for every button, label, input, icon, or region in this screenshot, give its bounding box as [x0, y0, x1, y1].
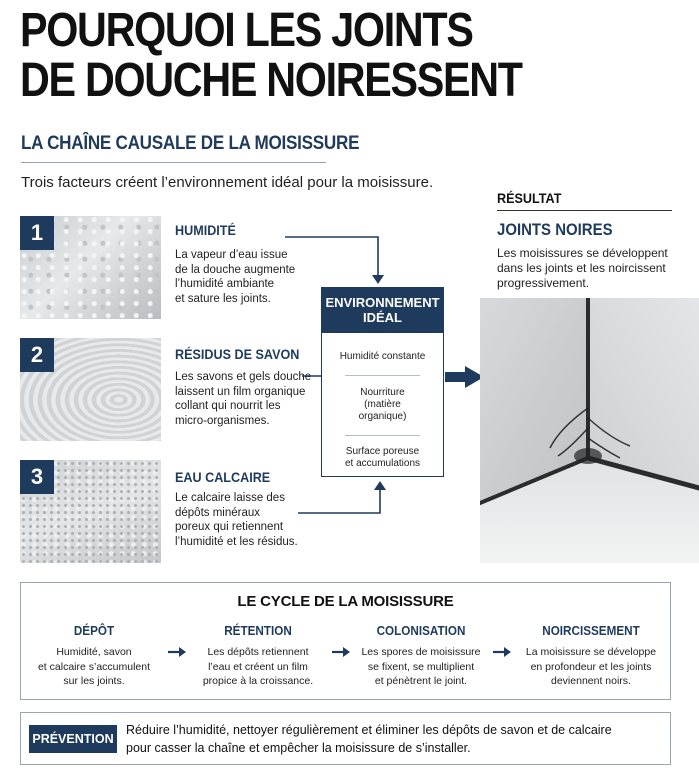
step-desc [516, 645, 666, 689]
prevention-badge: PRÉVENTION [29, 725, 117, 753]
step-title: RÉTENTION [224, 623, 292, 638]
desc-line: l’humidité et les résidus. [175, 535, 298, 548]
env-line: organique) [358, 411, 407, 422]
ideal-environment-title [322, 288, 443, 333]
section-subtitle: LA CHAÎNE CAUSALE DE LA MOISISSURE [21, 133, 360, 154]
env-title-line: ENVIRONNEMENT [325, 295, 440, 310]
step-line: et calcaire s’accumulent [37, 660, 151, 673]
step-title: COLONISATION [376, 623, 466, 638]
factor-number-3: 3 [20, 460, 54, 494]
page-title-line-2: DE DOUCHE NOIRESSENT [20, 54, 522, 107]
ideal-environment-box [321, 287, 444, 477]
factor-title-limescale: EAU CALCAIRE [175, 469, 271, 485]
env-title-line: IDÉAL [363, 310, 402, 325]
result-desc [497, 246, 668, 291]
cycle-step-blackening [516, 623, 666, 689]
desc-line: Le calcaire laisse des [175, 492, 285, 504]
prevention-box [20, 712, 671, 765]
step-line: La moisissure se développe [525, 646, 657, 658]
arrowhead-down [372, 275, 384, 284]
step-line: Les spores de moisissure [361, 646, 481, 658]
result-line: dans les joints et les noircissent [497, 261, 666, 275]
step-desc [19, 645, 169, 689]
step-line: se fixent, se multiplient [367, 660, 475, 673]
desc-line: Les savons et gels douche [175, 371, 312, 383]
step-line: Humidité, savon [56, 646, 132, 658]
prevention-line: Réduire l’humidité, nettoyer régulièrement et éliminer les dépôts de savon et de calcaire [126, 723, 612, 737]
cycle-step-retention [183, 623, 333, 689]
step-line: en profondeur et les joints [530, 660, 652, 673]
desc-line: et sature les joints. [175, 292, 271, 305]
prevention-line: pour casser la chaîne et empêcher la moisissure de s’installer. [126, 741, 471, 755]
env-divider [345, 435, 420, 436]
result-title: JOINTS NOIRES [497, 220, 613, 239]
cycle-step-colonisation [346, 623, 496, 689]
result-divider [497, 210, 672, 211]
env-item-humidity [322, 351, 443, 363]
result-label: RÉSULTAT [497, 190, 562, 206]
factor-number-1: 1 [20, 216, 54, 250]
env-line: Nourriture [360, 387, 405, 398]
desc-line: La vapeur d’eau issue [175, 249, 288, 261]
desc-line: de la douche augmente [175, 263, 296, 276]
arrowhead-up [374, 481, 386, 490]
intro-text: Trois facteurs créent l’environnement idéal pour la moisissure. [21, 174, 434, 191]
desc-line: laissent un film organique [175, 385, 306, 398]
page-title-line-1: POURQUOI LES JOINTS [20, 4, 473, 57]
desc-line: micro-organismes. [175, 414, 270, 427]
arrow-humidity-to-env [285, 237, 378, 277]
cycle-step-deposit [19, 623, 169, 689]
desc-line: l’humidité ambiante [175, 278, 275, 290]
desc-line: poreux qui retiennent [175, 521, 284, 533]
env-item-food [322, 387, 443, 423]
cycle-title: LE CYCLE DE LA MOISISSURE [237, 593, 454, 610]
step-desc [183, 645, 333, 689]
step-line: deviennent noirs. [551, 675, 631, 687]
desc-line: dépôts minéraux [175, 506, 261, 519]
factor-title-soap: RÉSIDUS DE SAVON [175, 346, 300, 362]
factor-title-humidity: HUMIDITÉ [175, 222, 236, 238]
step-title: NOIRCISSEMENT [542, 623, 640, 638]
arrow-limescale-to-env [298, 488, 380, 513]
env-line: et accumulations [344, 458, 421, 469]
result-line: progressivement. [497, 276, 590, 290]
step-title: DÉPÔT [73, 623, 115, 638]
prevention-text [126, 721, 612, 757]
env-item-surface [322, 446, 443, 470]
step-line: sur les joints. [63, 675, 125, 687]
step-line: et pénètrent le joint. [374, 675, 468, 687]
env-divider [345, 375, 420, 376]
env-line: Surface poreuse [345, 446, 420, 457]
step-line: l’eau et créent un film [208, 660, 308, 673]
arrow-right-icon [492, 645, 512, 659]
desc-line: collant qui nourrit les [175, 400, 281, 412]
step-desc [346, 645, 496, 689]
step-line: Les dépôts retiennent [207, 646, 309, 658]
step-line: propice à la croissance. [202, 675, 314, 687]
black-joints-photo [480, 298, 699, 563]
result-line: Les moisissures se développent [497, 246, 668, 260]
big-arrow-to-result [445, 366, 484, 388]
env-line: Humidité constante [339, 351, 426, 362]
env-line: (matière [364, 399, 401, 410]
mold-cycle-box [20, 582, 671, 700]
factor-number-2: 2 [20, 338, 54, 372]
